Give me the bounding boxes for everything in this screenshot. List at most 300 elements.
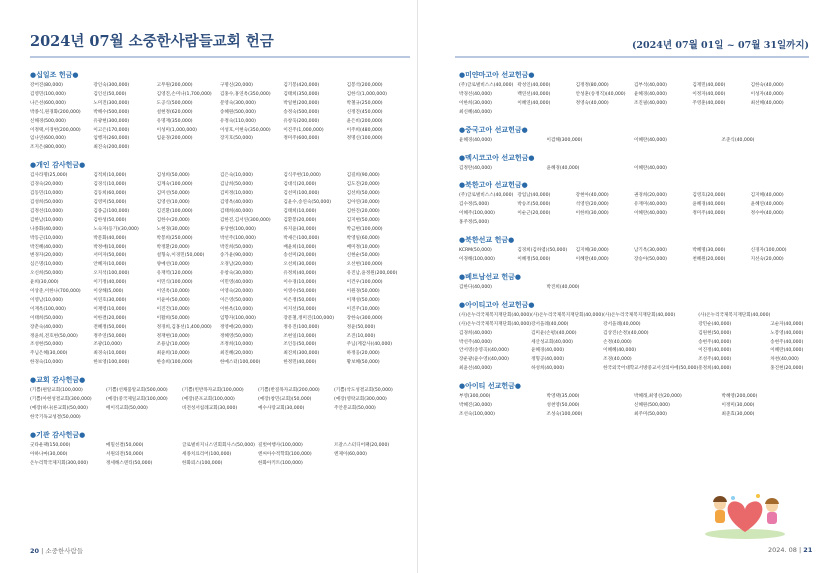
donor-entry: 김정정(80,000) [575,83,609,88]
donor-entry: 김원현(50,000) [698,330,732,336]
donor-entry: 오경남(20,000) [219,262,253,268]
donor-entry: 오선현(100,000) [346,262,383,268]
donor-entry: 김동민(10,000) [30,191,63,197]
donor-entry: 전혜정(50,000) [93,324,127,330]
donor-entry: 박철규(250,000) [346,100,383,106]
donor-entry: 권경희(20,000) [633,193,667,199]
donor-entry: 부영(300,000) [459,394,491,400]
donor-list [459,192,809,228]
donor-entry: 김경숙(20,000) [30,182,63,188]
donor-entry: 글로벌비지니스연회회사스(50,000) [182,442,255,448]
donor-entry: 조지은(800,000) [30,145,66,151]
donor-entry: 조성숙(100,000) [546,411,583,417]
donor-entry: 조준식(40,000) [721,137,755,143]
donor-entry: 이진건(10,000) [156,306,190,312]
donor-entry: 신해경(500,000) [30,118,66,124]
donor-entry: 김정란(40,000) [459,165,492,171]
donor-entry: 신정진(450,000) [346,109,383,115]
section-heading: ●북한고아 선교헌금● [459,181,528,190]
donor-entry: 이한희(30,000) [575,211,609,217]
donor-entry: 박진혜(40,000) [30,244,63,250]
donor-entry: 이건우(100,000) [346,280,383,286]
donor-entry: 황보혜(50,000) [346,360,380,366]
donor-entry: 한화뢰스(100,000) [182,460,223,466]
donor-entry: 이혜란(40,000) [575,256,609,262]
donor-entry: 김부석(40,000) [633,83,667,88]
donor-entry: 정윤희,전호현(50,000) [30,333,78,339]
donor-entry: 장춘숙(40,000) [30,324,63,330]
donor-entry: 유정숙(110,000) [219,118,256,124]
donor-entry: 이재령(10,000) [93,306,127,312]
donor-entry: 박선주(100,000) [219,235,256,241]
donor-entry: 이상해(5,000) [93,289,124,295]
offering-section [459,70,809,118]
donor-entry: 유창욱(200,000) [283,118,320,124]
donor-entry: 정형공(40,000) [531,357,565,363]
donor-entry: 이성미(1,000,000) [156,127,197,133]
donor-entry: 윤혜경(40,000) [531,348,565,354]
donor-entry: 베이직교회(50,000) [106,406,148,411]
donor-entry: 양예선(10,000) [156,262,190,268]
donor-list [459,137,809,146]
donor-entry: 강서을례(40,000) [603,321,641,327]
donor-entry: 배윤희(10,000) [283,244,317,250]
donor-entry: 김동희(60,000) [93,191,127,197]
section-heading: ●아이티고아 선교헌금● [459,300,535,309]
donor-entry [770,312,809,321]
donor-entry: 노봉영(40,000) [770,330,804,336]
donor-entry: 안혜자(10,000) [93,262,127,268]
donor-entry: 홍진현(20,000) [770,366,804,372]
donor-entry: 김정선(10,000) [30,208,63,214]
donor-entry: 김수정(5,000) [459,202,490,208]
donor-entry: 세산성교회(40,000) [531,339,573,345]
donor-entry: 윤희(30,000) [30,280,59,286]
donor-entry: 윤혜경(40,000) [546,165,580,171]
donor-entry: 유광현(300,000) [93,118,130,124]
donor-entry: 엔제이(60,000) [334,451,367,457]
donor-entry: 장운광(윤수영)(40,000) [459,357,509,363]
donor-entry: 김지혜(30,000) [575,248,609,254]
donor-entry: 박영택(35,000) [546,394,580,400]
donor-entry: 임행자(260,000) [93,136,130,142]
donor-entry: 김태희(10,000) [283,208,317,214]
donor-entry: 나종화(40,000) [30,226,63,232]
donor-list [459,284,809,293]
donor-entry: 박해수(500,000) [93,109,130,115]
donor-entry: 최윤선(40,000) [459,366,492,372]
donor-entry: 한국외국어대학교서방중교서상의아에(50,000) [603,366,699,372]
right-page [459,70,809,427]
donor-entry: 강업남(40,000) [517,193,551,199]
donor-entry: 고무원(200,000) [156,83,193,88]
donor-list [459,82,809,118]
donor-entry: 아하나마(30,000) [30,451,68,457]
donor-entry: (주)글로벌비스스(40,000) [459,193,514,199]
donor-entry: 김영선(10,000) [156,199,190,205]
donor-entry: 이윤아(50,000) [156,297,190,303]
donor-entry: 유재역(120,000) [156,271,193,277]
donor-entry: 조현일(10,000) [283,333,317,339]
donor-entry: 박경선(40,000) [459,91,492,97]
donor-entry: 강서을례(40,000) [531,321,569,327]
donor-entry: 김적희(10,000) [93,173,127,179]
donor-entry: 한국기독교성결(50,000) [30,414,81,420]
donor-entry: 유재미(40,000) [633,202,667,208]
donor-entry: 곽성인(40,000) [517,83,551,88]
donor-entry: 장문철,정미진(100,000) [283,315,334,321]
donor-entry: 천혜원(20,000) [692,256,726,262]
donor-entry: 이성호,이현숙(350,000) [219,127,271,133]
footer-right-text: 2024. 08 [768,546,797,554]
offering-section [459,235,809,265]
offering-section [459,125,809,146]
donor-entry: 조진(10,000) [346,333,376,339]
donor-entry: 강현아(40,000) [575,193,609,199]
footer-right: 2024. 08 | 21 [768,546,813,554]
donor-entry: 이재성(50,000) [346,297,380,303]
donor-entry: 고순자(40,000) [770,321,804,327]
donor-entry: 박정애(10,000) [93,244,127,250]
donor-entry: (기쁨)편알교회(100,000) [30,388,83,394]
donor-entry: 김영미(50,000) [93,199,127,205]
donor-entry: 김한진,김서연(300,000) [219,217,271,223]
section-heading: ●십일조 헌금● [30,71,79,79]
donor-entry: 박정환(20,000) [156,244,190,250]
donor-entry: 박혜영(200,000) [721,394,758,400]
donor-entry: 최진혜(20,000) [219,351,253,357]
donor-entry: 이민식(100,000) [156,280,193,286]
donor-entry: 이영남(10,000) [30,297,63,303]
section-heading: ●아이티 선교헌금● [459,382,521,391]
donor-entry: 강어진(80,000) [30,83,63,88]
donor-entry: 메밀선결(50,000) [106,442,144,448]
donor-entry: 윤혜경(40,000) [633,91,667,97]
donor-entry: 김태희(350,000) [283,91,320,97]
donor-entry: 설형숙,이경민(50,000) [156,253,205,259]
donor-entry: 안성훈(송정직)(40,000) [575,91,626,97]
donor-entry: 정미주(600,000) [283,136,320,142]
donor-entry: 이기정(40,000) [93,280,127,286]
donor-entry: 한송희(100,000) [156,360,193,366]
donor-entry: 정세해스덴티(50,000) [106,460,153,466]
donor-entry: 김한남(10,000) [30,217,63,223]
donor-entry: 김한성(50,000) [93,217,127,223]
donor-entry: 비전성서침례교회(30,000) [182,406,238,411]
donor-entry: 조인동(50,000) [283,342,317,348]
donor-entry: 이혜란(40,000) [633,211,667,217]
donor-entry: 안서영(송영곡)(40,000) [459,348,509,354]
donor-entry: 조정희(10,000) [219,342,253,348]
donor-entry: 이검해(300,000) [546,137,583,143]
donor-entry: 주영훈(40,000) [692,100,726,106]
donor-entry: (사)온누리국제복지재단회(40,000) [459,321,532,327]
donor-entry: (기쁨)반질목자교회(200,000) [258,388,320,394]
donor-entry: 이영수(50,000) [283,289,317,295]
donor-entry: 김미선(50,000) [156,191,190,197]
donor-entry: 유진남,윤정원(200,000) [346,271,398,277]
donor-entry: 김식주현(10,000) [283,173,321,179]
section-heading: ●교회 감사헌금● [30,376,86,385]
donor-entry: 송가윤(90,000) [219,253,253,259]
section-heading: ●개인 감사헌금● [30,161,86,170]
donor-entry: 지선숙(20,000) [750,256,784,262]
donor-entry: 이고은(170,000) [93,127,130,133]
donor-entry: 김성희(50,000) [30,199,63,205]
donor-entry: 이한희(30,000) [459,100,492,106]
donor-entry: 엔씨아수적학회(100,000) [258,451,312,457]
donor-entry: 조선숙(100,000) [459,411,495,417]
donor-entry: 서미자(50,000) [93,253,127,259]
donor-entry: 문영숙(300,000) [219,100,256,106]
donor-entry: 이활희(50,000) [156,315,190,321]
donor-entry: 장지호(50,000) [219,136,253,142]
donor-entry: (예장)중국제일교회(100,000) [106,397,168,403]
donor-entry: 설현정(620,000) [156,109,193,115]
donor-entry: 이영숙(20,000) [219,289,253,295]
donor-entry: 류상현(100,000) [219,226,256,232]
donor-entry: (기쁨)선채품알교회(500,000) [106,388,168,394]
page-title: 2024년 07월 소중한사람들교회 헌금 [30,33,274,50]
donor-entry: 이지선(50,000) [283,306,317,312]
donor-entry: 이상준,이한나(700,000) [30,289,81,295]
page-number-right: 21 [803,546,813,554]
donor-entry: 차천(40,000) [770,357,799,363]
donor-entry: 신혜원(500,000) [634,403,670,409]
offering-section [30,430,410,469]
donor-entry: 김미윤(손평)(40,000) [531,330,577,336]
donor-entry: 굿타운팩(150,000) [30,442,71,448]
donor-entry: 서원의전(50,000) [106,451,144,457]
donor-entry: 이혜연(40,000) [517,100,551,106]
donor-entry: 오신희(50,000) [30,271,63,277]
donor-entry: 하정웅(20,000) [346,351,380,357]
donor-entry: 주안분교회(50,000) [334,406,376,411]
donor-entry: 한보영(100,000) [93,360,130,366]
donor-entry: 윤은비(200,000) [346,118,383,124]
donor-entry: 심은명(10,000) [30,262,63,268]
donor-entry: (예장)분포교회(100,000) [182,397,235,403]
donor-entry: 김선희(50,000) [346,191,380,197]
donor-entry: 박혜진(30,000) [459,403,492,409]
donor-entry: (기쁨)삭도성결교회(50,000) [334,388,393,394]
donor-entry: 정재현(10,000) [156,333,190,339]
donor-entry: 김남희(50,000) [219,182,253,188]
donor-entry: 유정희(40,000) [283,271,317,277]
donor-entry: 최주미(50,000) [634,411,667,417]
section-heading: ●기관 감사헌금● [30,430,86,439]
donor-entry: 김지현(50,000) [346,217,380,223]
donor-entry: 변경자(20,000) [30,253,63,259]
offering-section [30,160,410,368]
donor-entry: (예장)영락교회(300,000) [334,397,387,403]
donor-entry: 정혜영(50,000) [219,333,253,339]
donor-entry: 이진정(40,000) [698,348,732,354]
donor-entry: 이재옥(100,000) [30,306,66,312]
donor-entry: 김계숙(100,000) [156,182,193,188]
donor-entry: 이은영(50,000) [219,297,253,303]
donor-entry: 유창숙(30,000) [219,271,253,277]
offering-section [30,70,410,153]
offering-section [459,381,809,420]
offering-section [459,153,809,174]
donor-entry: 김태희(40,000) [219,208,253,214]
donor-entry: 김대식(20,000) [283,182,317,188]
offering-section [459,180,809,228]
donor-entry: (주)글로벌비스스(40,000) [459,83,514,88]
donor-entry: 임향자(100,000) [219,315,256,321]
donor-entry: 이진주(1,000,000) [283,127,324,133]
donor-entry: 조성현(50,000) [30,342,63,348]
donor-entry: 홍주정(5,000) [459,220,490,226]
donor-entry: 김은숙(10,000) [219,173,253,179]
donor-entry: 김환봉(20,000) [283,217,317,223]
donor-list [459,247,809,265]
donor-entry: 이진주(10,000) [346,306,380,312]
donor-entry: 김아연(30,000) [346,199,380,205]
donor-entry: 이정택,이경현(200,000) [30,127,81,133]
donor-entry: 이한결(20,000) [93,315,127,321]
donor-entry: 성천영(50,000) [546,403,580,409]
donor-entry: 손정(40,000) [603,339,632,345]
donor-entry: 김영옥(40,000) [219,199,253,205]
donor-entry: 박혜래,최영선(20,000) [634,394,682,400]
donor-entry: 르갈스스터디어패(20,000) [334,442,390,448]
title-divider-right [455,56,809,58]
donor-entry: 조광(10,000) [93,342,122,348]
donor-entry: (기쁨)빈반목자교회(100,000) [182,388,244,394]
donor-entry: 박새은(100,000) [283,235,320,241]
donor-entry: 박종식,원경화(200,000) [30,109,81,115]
offering-section [30,375,410,423]
donor-entry: 윤혜경(40,000) [692,202,726,208]
donor-entry: 이순근(20,000) [517,211,551,217]
donor-entry: 한화아키트(100,000) [258,460,303,466]
donor-entry: 윤혜연(40,000) [750,202,784,208]
donor-entry: (기쁨)아현성결교회(300,000) [30,397,92,403]
donor-entry: 주님(계감사)(40,000) [346,342,393,348]
donor-entry: 최진숙(200,000) [93,145,130,151]
donor-entry: 김경식(10,000) [93,182,127,188]
donor-entry: 이정미(30,000) [721,403,755,409]
section-heading: ●멕시코고아 선교헌금● [459,153,535,162]
donor-entry: 정윤(50,000) [346,324,376,330]
donor-entry: 이은정(50,000) [283,297,317,303]
donor-entry: 최경숙(10,000) [93,351,127,357]
donor-entry: 송선미(20,000) [283,253,317,259]
donor-list [459,165,809,174]
section-heading: ●북한선교 헌금● [459,236,515,245]
donor-list [30,172,410,368]
donor-entry: (사)온누리국제복지재단회(40,000) [603,312,676,318]
donor-entry: 강인숙(300,000) [93,83,130,88]
donor-entry: 정유진(100,000) [283,324,320,330]
donor-entry: 이혜란(40,000) [770,348,804,354]
donor-entry: 김한숙(40,000) [750,83,784,88]
donor-entry: 김경희(40,000) [459,330,492,336]
donor-entry: 김기봉(420,000) [283,83,320,88]
donor-entry: 석영연(20,000) [575,202,609,208]
donor-entry: 김한식(1,000,000) [346,91,387,97]
donor-entry: 송현주(40,000) [698,339,732,345]
donor-entry: 조진필(40,000) [633,100,667,106]
offering-section [459,272,809,293]
donor-entry: 이태희(50,000) [30,315,63,321]
donor-entry: 조용남(10,000) [156,342,190,348]
donor-entry: 한경숙(10,000) [30,360,63,366]
donor-entry: 김한수(20,000) [156,217,190,223]
donor-entry: 정미주(40,000) [692,211,726,217]
donor-entry: 이연옥(10,000) [156,289,190,295]
donor-entry: 이혜란(40,000) [634,165,667,171]
donor-entry: 하성희(40,000) [531,366,565,372]
donor-entry: 오선희(30,000) [283,262,317,268]
donor-entry: 이정자(40,000) [692,91,726,97]
period-label: (2024년 07월 01일 ~ 07월 31일까지) [631,40,809,51]
donor-entry: 김도진(20,000) [346,182,380,188]
donor-entry: 이성자(40,000) [750,91,784,97]
donor-entry: 김진환(100,000) [156,208,193,214]
donor-entry: 박금현(100,000) [346,226,383,232]
donor-entry: 정명신(100,000) [346,136,383,142]
donor-entry: 배미정(10,000) [346,244,380,250]
donor-entry: 윤혜경(40,000) [459,137,492,143]
donor-entry: 송현주(40,000) [770,339,804,345]
donor-entry: 이민영(40,000) [219,280,253,286]
donor-entry: 신현순(50,000) [346,253,380,259]
section-heading: ●베트남선교 헌금● [459,272,521,281]
donor-entry: 박승조(50,000) [517,202,551,208]
donor-entry: 도공식(500,000) [156,100,193,106]
donor-entry: 정영애(20,000) [219,324,253,330]
donor-entry: 박혜명(30,000) [692,248,726,254]
donor-entry: 박문화(40,000) [93,235,127,241]
donor-entry: (예장)하나(른교회)(50,000) [30,406,88,411]
donor-entry: 김선미(100,000) [283,191,320,197]
donor-entry: 류지윤(30,000) [283,226,317,232]
donor-entry: 길벗여행사(100,000) [258,442,303,448]
donor-entry: 김미정(10,000) [219,191,253,197]
donor-entry: 정영숙(40,000) [575,100,609,106]
donor-entry: (사)온누리국제복지재단회(40,000) [531,312,604,318]
donor-entry: 노숙자(등가)(30,000) [93,226,139,232]
donor-entry: 남기옥(30,000) [633,248,667,254]
donor-entry: 박진희(50,000) [219,244,253,250]
donor-entry: 흥정희(40,000) [698,366,732,372]
donor-entry: 강민순(40,000) [698,321,732,327]
donor-entry: 오지석(100,000) [93,271,130,277]
donor-entry: 이연호(30,000) [93,297,127,303]
donor-entry: 유명재(350,000) [156,118,193,124]
donor-entry: KCRM(50,000) [459,248,492,254]
donor-entry: 김영호(20,000) [692,193,726,199]
donor-entry: 김윤수,송연숙(50,000) [283,199,332,205]
donor-entry: 최선혜(40,000) [750,100,784,106]
donor-entry: 김재민(40,000) [692,83,726,88]
donor-entry: 정수야(40,000) [750,211,784,217]
donor-entry: 이수경(10,000) [283,280,317,286]
donor-entry: 김경희(김하엽)(50,000) [517,248,568,254]
donor-entry: 조성주(40,000) [698,357,732,363]
donor-entry: 김사라명(25,000) [30,173,68,179]
donor-entry: 정주연(50,000) [93,333,127,339]
donor-entry: 온누리학국제지회(300,000) [30,460,89,466]
donor-entry: 이혜란(40,000) [634,137,667,143]
footer-left: 20 | 소중한사람들 [30,547,84,555]
page-number-left: 20 [30,547,40,555]
donor-entry: 최윤희(10,000) [156,351,190,357]
donor-entry: (예장)창민(교회)(50,000) [258,397,312,403]
